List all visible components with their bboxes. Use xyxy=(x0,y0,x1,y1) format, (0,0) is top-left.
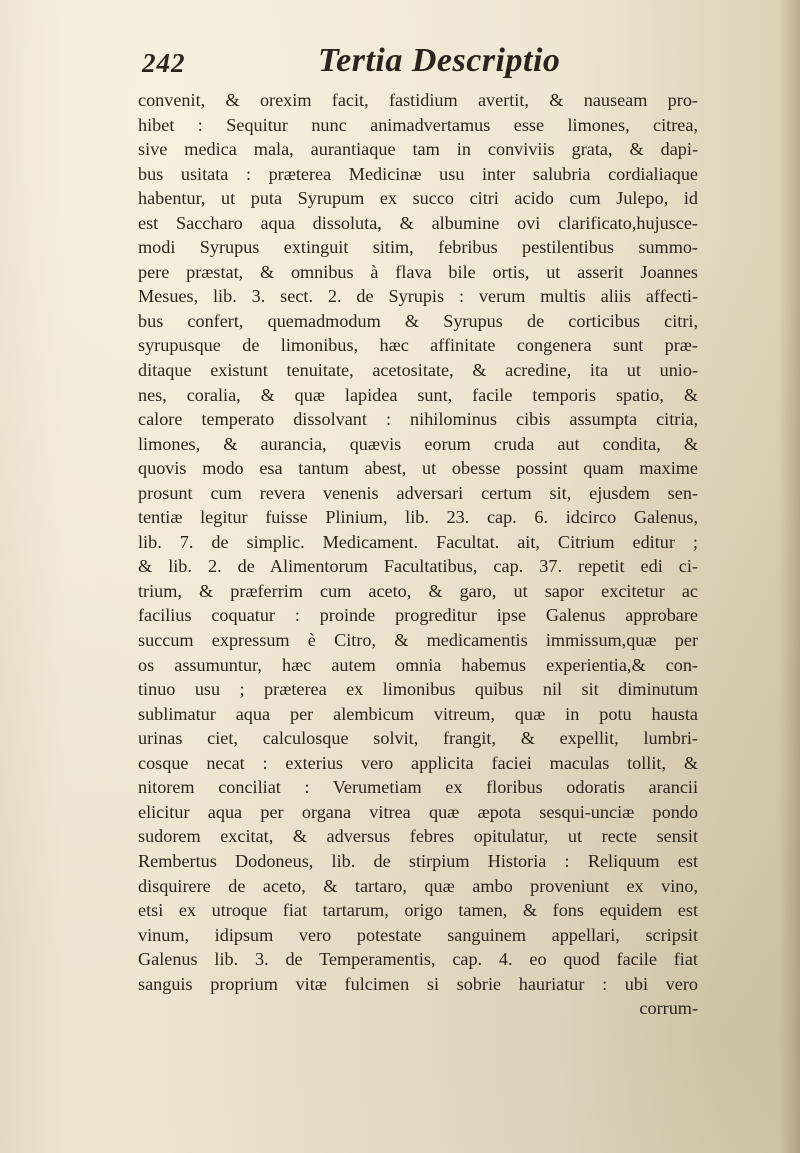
text-line: urinas ciet, calculosque solvit, frangit, & expellit, lumbri- xyxy=(138,728,698,749)
text-line: succum expressum è Citro, & medicamentis immissum,quæ per xyxy=(138,630,698,651)
text-line: convenit, & orexim facit, fastidium avertit, & nauseam pro- xyxy=(138,90,698,110)
text-line: hibet : Sequitur nunc animadvertamus esse limones, citrea, xyxy=(138,114,698,135)
text-line: quovis modo esa tantum abest, ut obesse possint quam maxime xyxy=(138,458,698,479)
text-line: Galenus lib. 3. de Temperamentis, cap. 4. eo quod facile fiat xyxy=(138,949,698,970)
text-line: est Saccharo aqua dissoluta, & albumine ovi clarificato,hujusce- xyxy=(138,212,698,233)
text-line: facilius coquatur : proinde progreditur ipse Galenus approbare xyxy=(138,605,698,626)
text-line: Rembertus Dodoneus, lib. de stirpium Historia : Reliquum est xyxy=(138,850,698,871)
text-line: bus confert, quemadmodum & Syrupus de corticibus citri, xyxy=(138,310,698,331)
page-edge-shadow xyxy=(778,0,800,1153)
text-line: limones, & aurancia, quævis eorum cruda aut condita, & xyxy=(138,433,698,454)
text-line: lib. 7. de simplic. Medicament. Facultat. ait, Citrium editur ; xyxy=(138,531,698,552)
text-line: bus usitata : præterea Medicinæ usu inter salubria cordialiaque xyxy=(138,163,698,184)
text-line: etsi ex utroque fiat tartarum, origo tamen, & fons equidem est xyxy=(138,900,698,921)
text-line: calore temperato dissolvant : nihilominus cibis assumpta citria, xyxy=(138,409,698,430)
page-number: 242 xyxy=(142,48,186,78)
text-line: disquirere de aceto, & tartaro, quæ ambo proveniunt ex vino, xyxy=(138,875,698,896)
text-line: sublimatur aqua per alembicum vitreum, quæ in potu hausta xyxy=(138,703,698,724)
text-line: trium, & præferrim cum aceto, & garo, ut sapor excitetur ac xyxy=(138,580,698,601)
page-header xyxy=(138,42,658,86)
text-line: & lib. 2. de Alimentorum Facultatibus, cap. 37. repetit edi ci- xyxy=(138,556,698,577)
text-line: Mesues, lib. 3. sect. 2. de Syrupis : verum multis aliis affecti- xyxy=(138,286,698,307)
text-line: elicitur aqua per organa vitrea quæ æpota sesqui-unciæ pondo xyxy=(138,801,698,822)
text-line: cosque necat : exterius vero applicita faciei maculas tollit, & xyxy=(138,752,698,773)
text-line: prosunt cum revera venenis adversari certum sit, ejusdem sen- xyxy=(138,482,698,503)
running-title: Tertia Descriptio xyxy=(318,42,561,79)
text-line: tentiæ legitur fuisse Plinium, lib. 23. cap. 6. idcirco Galenus, xyxy=(138,507,698,528)
text-line: nitorem conciliat : Verumetiam ex floribus odoratis arancii xyxy=(138,777,698,798)
text-line: sudorem excitat, & adversus febres opitulatur, ut recte sensit xyxy=(138,826,698,847)
text-line: tinuo usu ; præterea ex limonibus quibus nil sit diminutum xyxy=(138,679,698,700)
text-line: ditaque existunt tenuitate, acetositate, & acredine, ita ut unio- xyxy=(138,360,698,381)
text-line: vinum, idipsum vero potestate sanguinem appellari, scripsit xyxy=(138,924,698,945)
text-line: habentur, ut puta Syrupum ex succo citri acido cum Julepo, id xyxy=(138,188,698,209)
text-line: sanguis proprium vitæ fulcimen si sobrie hauriatur : ubi vero xyxy=(138,973,698,994)
text-line: sive medica mala, aurantiaque tam in conviviis grata, & dapi- xyxy=(138,139,698,160)
text-line: modi Syrupus extinguit sitim, febribus pestilentibus summo- xyxy=(138,237,698,258)
text-line: nes, coralia, & quæ lapidea sunt, facile temporis spatio, & xyxy=(138,384,698,405)
text-line: os assumuntur, hæc autem omnia habemus experientia,& con- xyxy=(138,654,698,675)
text-line: pere præstat, & omnibus à flava bile ortis, ut asserit Joannes xyxy=(138,261,698,282)
catchword: corrum- xyxy=(639,998,698,1019)
text-line: syrupusque de limonibus, hæc affinitate congenera sunt præ- xyxy=(138,335,698,356)
body-text xyxy=(138,88,698,1021)
